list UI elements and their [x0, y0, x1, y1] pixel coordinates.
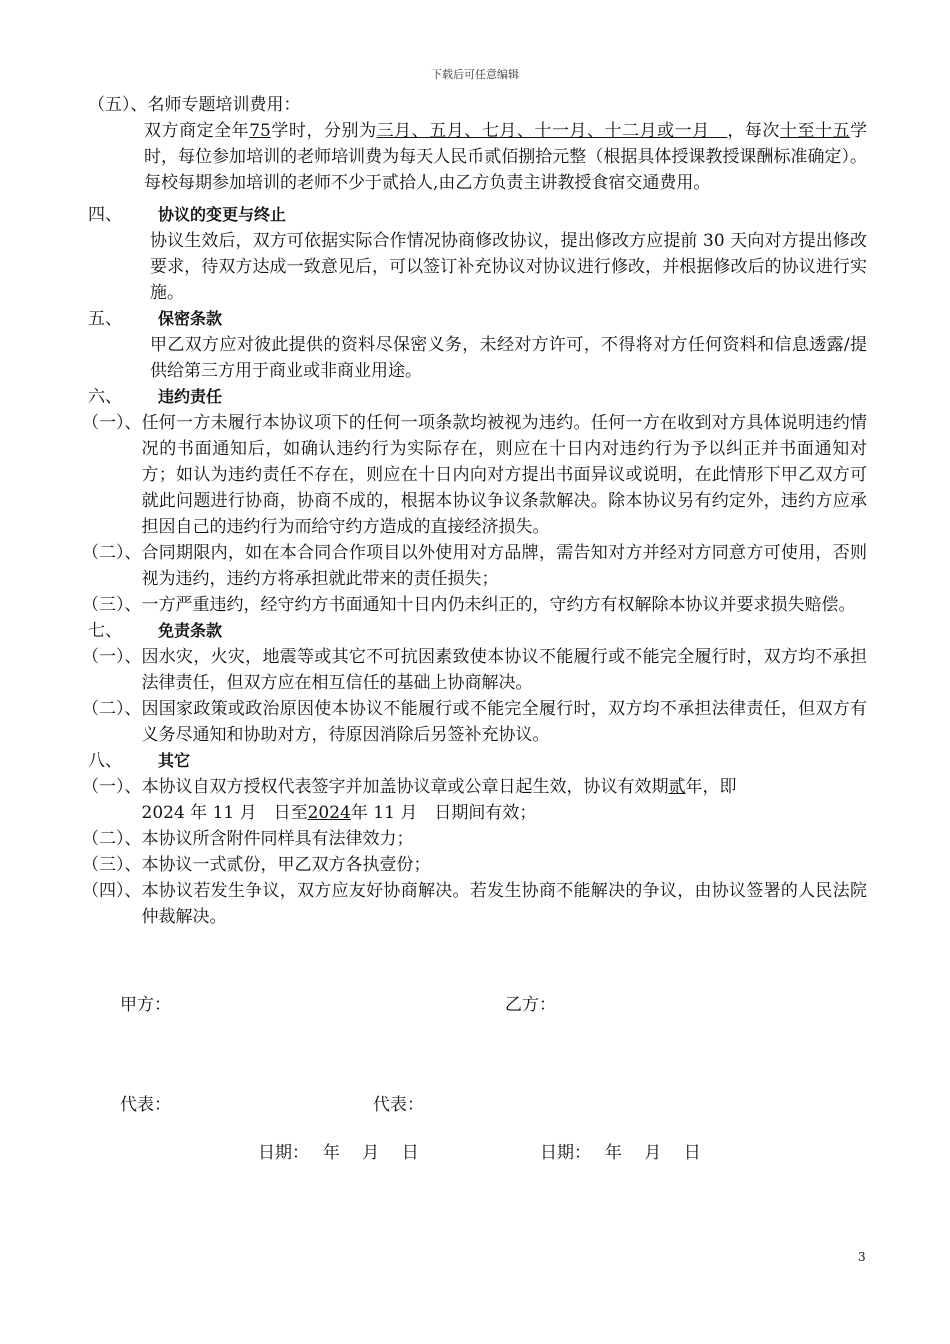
party-a-date: 日期： 年 月 日 — [258, 1143, 419, 1163]
item5-text-c: ，每次 — [727, 121, 780, 141]
item-text: 本协议若发生争议，双方应友好协商解决。若发生协商不能解决的争议，由协议签署的人民法院仲裁解决。 — [141, 881, 867, 927]
page-header: 下载后可任意编辑 — [431, 68, 519, 81]
item5-text-a: 双方商定全年 — [144, 121, 250, 141]
item-text: 因水灾，火灾，地震等或其它不可抗因素致使本协议不能履行或不能完全履行时，双方均不承担法律责任，但双方应在相互信任的基础上协商解决。 — [141, 647, 867, 693]
item-label: （三）、 — [82, 855, 142, 875]
section-5-text: 甲乙双方应对彼此提供的资料尽保密义务，未经对方许可，不得将对方任何资料和信息透露/提供给第三方用于商业或非商业用途。 — [150, 335, 867, 381]
item5-text-b: 学时，分别为 — [270, 121, 377, 141]
section-number: 四、 — [88, 205, 122, 225]
item5-heading: （五）、名师专题培训费用： — [88, 95, 301, 115]
term-years: 贰 — [668, 777, 686, 797]
item-label: （一）、 — [82, 413, 142, 433]
section-title: 违约责任 — [158, 387, 223, 406]
document-body — [82, 92, 867, 930]
section-title: 协议的变更与终止 — [158, 205, 287, 224]
item-label: （一）、 — [82, 647, 142, 667]
section-6-item — [82, 410, 867, 540]
term-end-year: 2024 — [307, 803, 351, 823]
section-6-item — [82, 540, 867, 592]
section-7-item — [82, 696, 867, 748]
item-text: 任何一方未履行本协议项下的任何一项条款均被视为违约。任何一方在收到对方具体说明违约情况的书面通知后，如确认违约行为实际存在，则应在十日内对违约行为予以纠正并书面通知对方；如认为违约责任不存在，则应在十日内向对方提出书面异议或说明，在此情形下甲乙双方可就此问题进行协商，协商不成的，根据本协议争议条款解决。除本协议另有约定外，违约方应承担因自己的违约行为而给守约方造成的直接经济损失。 — [141, 413, 867, 537]
section-number: 八、 — [88, 751, 122, 771]
party-b-label: 乙方： — [505, 995, 556, 1015]
item-text: 本协议一式贰份，甲乙双方各执壹份； — [141, 855, 431, 875]
item-text: 合同期限内，如在本合同合作项目以外使用对方品牌，需告知对方并经对方同意方可使用，否则视为违约，违约方将承担就此带来的责任损失； — [141, 543, 867, 589]
party-a-label: 甲方： — [120, 995, 171, 1015]
page-number: 3 — [858, 1250, 866, 1264]
party-b-date: 日期： 年 月 日 — [540, 1143, 701, 1163]
item-label: （四）、 — [82, 881, 142, 901]
section-8-item — [82, 774, 867, 826]
section-5-heading — [82, 306, 867, 332]
section-number: 六、 — [88, 387, 122, 407]
section-6-item — [82, 592, 867, 618]
item-label: （二）、 — [82, 543, 142, 563]
section-8-item — [82, 826, 867, 852]
item-text: 因国家政策或政治原因使本协议不能履行或不能完全履行时，双方均不承担法律责任，但双方有义务尽通知和协助对方，待原因消除后另签补充协议。 — [141, 699, 867, 745]
section-number: 五、 — [88, 309, 122, 329]
section-4-text: 协议生效后，双方可依据实际合作情况协商修改协议，提出修改方应提前 30 天向对方提出修改要求，待双方达成一致意见后，可以签订补充协议对协议进行修改，并根据修改后的协议进行实施。 — [150, 231, 867, 303]
item5-paragraph — [82, 118, 867, 196]
item-text: 本协议所含附件同样具有法律效力； — [141, 829, 414, 849]
item-text: 一方严重违约，经守约方书面通知十日内仍未纠正的，守约方有权解除本协议并要求损失赔偿。 — [141, 595, 856, 615]
item5-text-d: 学时，每位参加培训的老师培训费为每天人民币贰佰捌拾元整（根据具体授课教授课酬标准确定）。每校每期参加培训的老师不少于贰拾人,由乙方负责主讲教授食宿交通费用。 — [144, 121, 868, 193]
item5-range: 十至十五 — [779, 121, 851, 141]
section-8-item — [82, 852, 867, 878]
item-label: （二）、 — [82, 829, 142, 849]
item-label: （三）、 — [82, 595, 142, 615]
section-7-heading — [82, 618, 867, 644]
item-text — [142, 774, 868, 826]
term-text-b: 年，即 — [685, 777, 737, 797]
section-8-heading — [82, 748, 867, 774]
section-4-heading — [82, 202, 867, 228]
section-7-item — [82, 644, 867, 696]
item-label: （二）、 — [82, 699, 142, 719]
term-text-a: 本协议自双方授权代表签字并加盖协议章或公章日起生效，协议有效期 — [141, 777, 669, 797]
section-number: 七、 — [88, 621, 122, 641]
term-start: 2024 年 11 月 日至 — [141, 803, 308, 823]
item5-months: 三月、五月、七月、十一月、十二月或一月 — [376, 121, 710, 141]
section-6-heading — [82, 384, 867, 410]
item-label: （一）、 — [82, 777, 142, 797]
party-b-representative: 代表： — [373, 1095, 424, 1115]
item5-hours: 75 — [249, 121, 271, 141]
party-a-representative: 代表： — [120, 1095, 171, 1115]
section-title: 免责条款 — [158, 621, 223, 640]
section-title: 其它 — [158, 751, 191, 770]
section-title: 保密条款 — [158, 309, 223, 328]
term-end: 年 11 月 日期间有效； — [350, 803, 537, 823]
section-8-item — [82, 878, 867, 930]
